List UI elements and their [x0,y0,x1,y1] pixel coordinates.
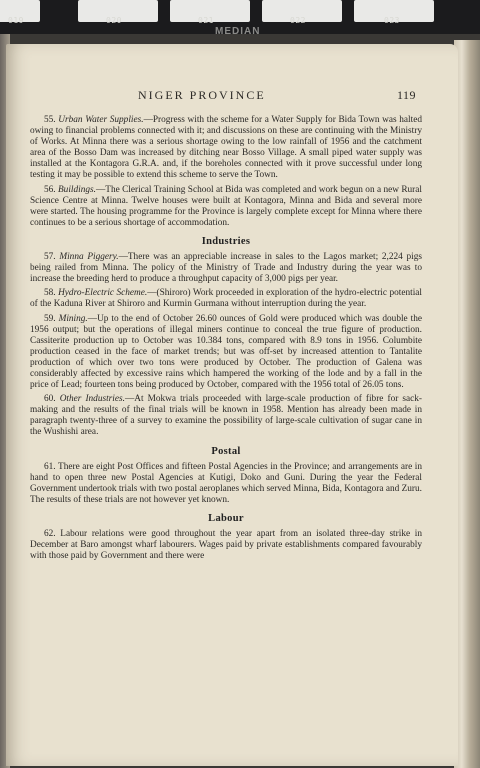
paragraph-heading: Mining. [58,313,88,324]
frame-number: 021 [198,16,214,25]
paragraph [30,314,422,392]
paragraph [30,462,422,506]
paragraph-text: —(Shiroro) Work proceeded in exploration of the hydro-electric potential of the Kaduna River at Shiroro and Kurmin Gurmana without interruption during the year. [30,288,423,310]
frame-number: 022 [290,16,306,25]
frame-number: 019 [8,16,24,25]
paragraph-number: 58. [44,288,56,299]
paragraph [30,252,422,285]
paragraph-heading: Hydro-Electric Scheme. [58,288,148,299]
frame-number: 023 [384,16,400,25]
section-heading: Labour [208,513,244,524]
paragraph-text: —There was an appreciable increase in sales to the Lagos market; 2,224 pigs being railed from Minna. The policy of the Ministry of Trade and Industry during the year was to increase the breeding herd to produce a throughput capacity of 3,000 pigs per year. [30,252,423,285]
frame-number: 020 [106,16,122,25]
paragraph-heading: Buildings. [58,184,96,195]
paragraph-number: 59. [44,313,56,324]
paragraph-heading: Urban Water Supplies. [58,115,144,125]
body-text [30,115,422,565]
paragraph-heading: Minna Piggery. [59,252,119,263]
running-title: NIGER PROVINCE [138,88,266,102]
paragraph [30,288,422,310]
section-heading: Industries [201,235,251,247]
film-strip [0,0,480,34]
paragraph-number: 57. [44,252,56,263]
paragraph-number: 56. [44,184,56,195]
paragraph-number: 55. [44,115,56,125]
paragraph [30,115,422,182]
section-heading: Postal [211,445,241,457]
paragraph-text: Labour relations were good throughout the year apart from an isolated three-day strike in December at Baro amongst wharf labourers. Wages paid by private establishments compared favourably with those paid by Government and there were [30,529,422,562]
paragraph [30,529,422,562]
paragraph-number: 62. [44,529,56,540]
paragraph-text: —Progress with the scheme for a Water Supply for Bida Town was halted owing to financial problems connected with it; and discussions on these are continuing with the Ministry of Works. At Minna there was a serious shortage owing to the low rainfall of 1956 and the catchment area of the Bosso Dam was increased by ditching near Bosso Village. A small piped water supply was installed at the Kontagora G.R.A. and, if the boreholes connected with it prove successful under long testing it may be possible to extend this scheme to serve the Town. [30,115,423,181]
page-number: 119 [397,88,417,102]
paragraph [30,394,422,438]
paragraph-text: There are eight Post Offices and fifteen Postal Agencies in the Province; and arrangements are in hand to open three new Postal Agencies at Kutigi, Doko and Guni. During the year the Federal Government undertook trials with two postal aeroplanes which served Minna, Bida, Kontagora and Zuru. The results of these trials are not however yet known. [30,461,422,505]
paragraph-number: 61. [44,461,56,472]
paragraph-text: —At Mokwa trials proceeded with large-scale production of fibre for sack-making and the results of the final trials will be known in 1958. Mention has already been made in paragraph twenty-three of a survey to examine the possibility of large-scale cultivation of sugar cane in the Wushishi area. [30,394,422,438]
page-header [0,88,480,104]
paragraph-text: —Up to the end of October 26.60 ounces of Gold were produced which was double the 1956 output; but the operations of illegal miners continue to conceal the true figure of production. Cassiterite production up to October was 10.384 tons, compared with 8.9 tons in 1956. Columbite production ceased in the face of market trends; but was off-set by increased attention to Tantalite production of which over two tons were produced by October. The production of Galena was considerably affected by excessive rains which hampered the working of the lode and by a fall in the price of Lead; fourteen tons being produced by October, compared with the 1956 total of 26.05 tons. [30,313,422,391]
paragraph-number: 60. [44,394,56,405]
film-brand: MEDIAN [215,26,261,34]
paragraph-text: —The Clerical Training School at Bida was completed and work begun on a new Rural Science Centre at Minna. Twelve houses were built at Kontagora, Minna and Bida and several more were started. The housing programme for the Province is largely complete except for Minna where there continues to be a serious shortage of accommodation. [30,184,422,228]
paragraph-heading: Other Industries. [59,394,125,405]
paragraph [30,185,422,229]
